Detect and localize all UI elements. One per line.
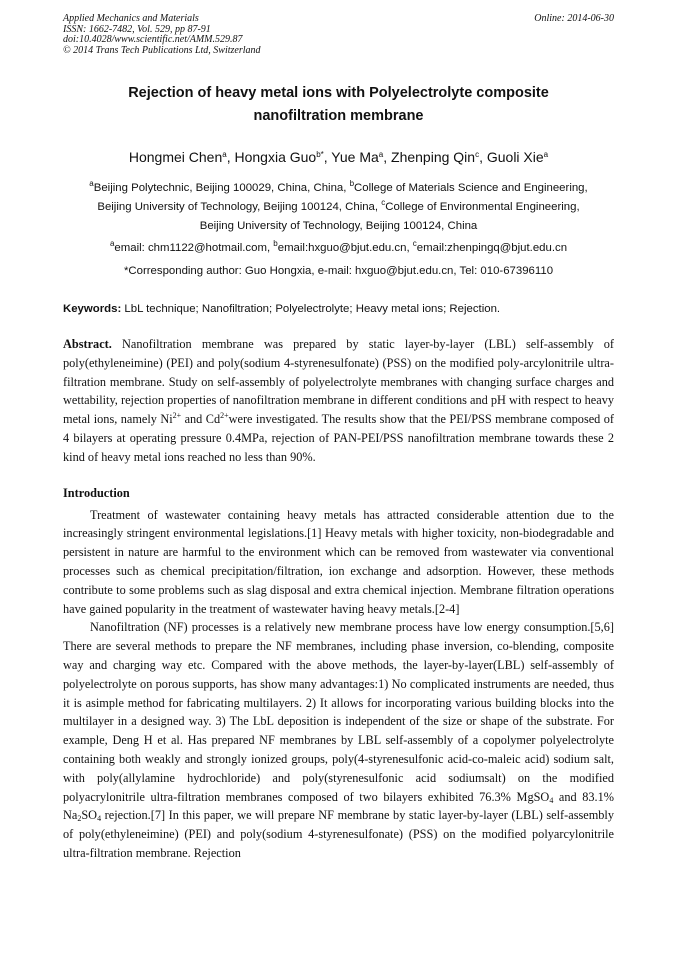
journal-header (63, 14, 614, 56)
email-text: email: chm1122@hotmail.com, (114, 242, 274, 254)
title-line-1: Rejection of heavy metal ions with Polyelectrolyte composite (128, 85, 549, 101)
paragraph-text: Nanofiltration (NF) processes is a relatively new membrane process have low energy consumption.[5,6] There are several methods to prepare the NF membranes, including phase inversion, co-blending, composite way and charging way etc. Compared with the above methods, the layer-by-layer(LBL) self-assembly of polyelectrolyte on porous supports, has show many advantages:1) No complicated instruments are needed, thus it is asimple method for fabricating multilayers. 2) It allows for incorporating various building blocks into the multilayer in a designed way. 3) The LbL deposition is independent of the size or shape of the substrate. For example, Deng H et al. Has prepared NF membranes by LBL self-assembly of a copolymer polyelectrolyte containing both weakly and strongly ionized groups, poly(4-styrenesulfonic acid-co-maleic acid) sodium salt, with poly(allylamine hydrochloride) and poly(styrenesulfonic acid sodiumsalt) on the modified polyacrylonitrile ultra-filtration membranes composed of two bilayers exhibited 76.3% MgSO (63, 620, 614, 804)
email-mark: b (273, 239, 278, 248)
abstract-text: and Cd (181, 412, 221, 427)
keywords-text: LbL technique; Nanofiltration; Polyelectrolyte; Heavy metal ions; Rejection. (121, 303, 501, 315)
subscript: 4 (549, 795, 554, 805)
email-list (63, 239, 614, 258)
email-text: email:zhenpingq@bjut.edu.cn (416, 242, 568, 254)
copyright-line: © 2014 Trans Tech Publications Ltd, Switzerland (63, 44, 261, 56)
affil-mark: b (349, 179, 355, 188)
issn-line: ISSN: 1662-7482, Vol. 529, pp 87-91 (63, 23, 211, 35)
intro-paragraph-2 (63, 618, 614, 862)
abstract (63, 335, 614, 467)
abstract-text: Nanofiltration membrane was prepared by static layer-by-layer (LBL) self-assembly of poly(ethyleneimine) (PEI) and poly(sodium 4-styrenesulfonate) (PSS) on the modified poly-arcylonitrile ultra-filtration membrane. Study on self-assembly of polyelectrolyte membranes with changing surface charges and wettability, rejection properties of nanofiltration membrane in different conditions and pH with respect to heavy metal ions, namely Ni (63, 337, 614, 427)
email-text: email:hxguo@bjut.edu.cn, (277, 242, 413, 254)
paper-title (63, 82, 614, 128)
author-list: Hongmei Chen$^a$, Hongxia Guo$^{b*}$, Yue Ma$^a$, Zhenping Qin$^c$, Guoli Xie$^a$ (128, 149, 549, 165)
paragraph-text: and 83.1% Na (63, 789, 614, 823)
affiliation-text: Beijing Polytechnic, Beijing 100029, China, China, (93, 182, 350, 194)
author-affil-mark: a (222, 150, 227, 159)
paragraph-text: SO (81, 808, 98, 823)
subscript: 4 (97, 814, 102, 824)
section-heading-introduction: Introduction (63, 485, 130, 500)
author-name: Hongxia Guo (234, 149, 317, 165)
title-line-2: nanofiltration membrane (253, 108, 424, 124)
doi-line: doi:10.4028/www.scientific.net/AMM.529.87 (63, 34, 243, 45)
ion-charge: 2+ (220, 411, 229, 421)
author-name: Hongmei Chen (128, 149, 223, 165)
author-name: Zhenping Qin (391, 149, 476, 165)
intro-paragraph-1: Treatment of wastewater containing heavy metals has attracted considerable attention due to the increasingly stringent environmental legislations.[1] Heavy metals with higher toxicity, non-biodegradable and persistent in nature are harmful to the environment which can be removed from wastewater via conventional processes such as chemical precipitation/filtration, ion exchange and adsorption. However, these methods contribute to some problems such as slag disposal and extra chemical injection. Membrane filtration operations have gained popularity in the treatment of wastewater having heavy metals.[2-4] (63, 507, 614, 616)
keywords-label: Keywords: (63, 303, 122, 315)
journal-name: Applied Mechanics and Materials (63, 13, 199, 24)
email-mark: c (412, 239, 417, 248)
affiliation-text: Beijing University of Technology, Beijing 100124, China, (97, 201, 382, 213)
author-name: Guoli Xie (486, 149, 544, 165)
subscript: 2 (77, 814, 82, 824)
paragraph-text: rejection.[7] In this paper, we will prepare NF membrane by static layer-by-layer (LBL) self-assembly of poly(ethyleneimine) (PEI) and poly(sodium 4-styrenesulfonate) (PSS) on the modified polyarcylonitrile ultra-filtration membrane. Rejection (63, 808, 614, 860)
keywords (63, 300, 614, 318)
ion-charge: 2+ (172, 411, 182, 421)
affil-mark: a (89, 179, 94, 188)
affiliation-text: College of Environmental Engineering, (385, 201, 580, 213)
author-name: Yue Ma (331, 149, 379, 165)
corresponding-author: *Corresponding author: Guo Hongxia, e-mail: hxguo@bjut.edu.cn, Tel: 010-67396110 (123, 265, 554, 277)
email-mark: a (109, 239, 115, 248)
online-date: Online: 2014-06-30 (534, 13, 614, 24)
affil-mark: c (381, 198, 386, 207)
affiliation-text: College of Materials Science and Engineering, (354, 182, 588, 194)
author-affil-mark: a (543, 150, 549, 159)
abstract-label: Abstract. (63, 337, 112, 351)
author-affil-mark: b* (316, 150, 324, 159)
affiliations (63, 179, 614, 236)
author-affil-mark: a (378, 150, 384, 159)
introduction-body (63, 506, 614, 863)
abstract-text: were investigated. The results show that the PEI/PSS membrane composed of 4 bilayers at operating pressure 0.4MPa, rejection of PAN-PEI/PSS nanofiltration membrane towards these 2 kind of heavy metal ions reached no less than 90%. (63, 412, 614, 464)
affiliation-text: Beijing University of Technology, Beijing 100124, China (199, 220, 478, 232)
author-affil-mark: c (475, 150, 480, 159)
